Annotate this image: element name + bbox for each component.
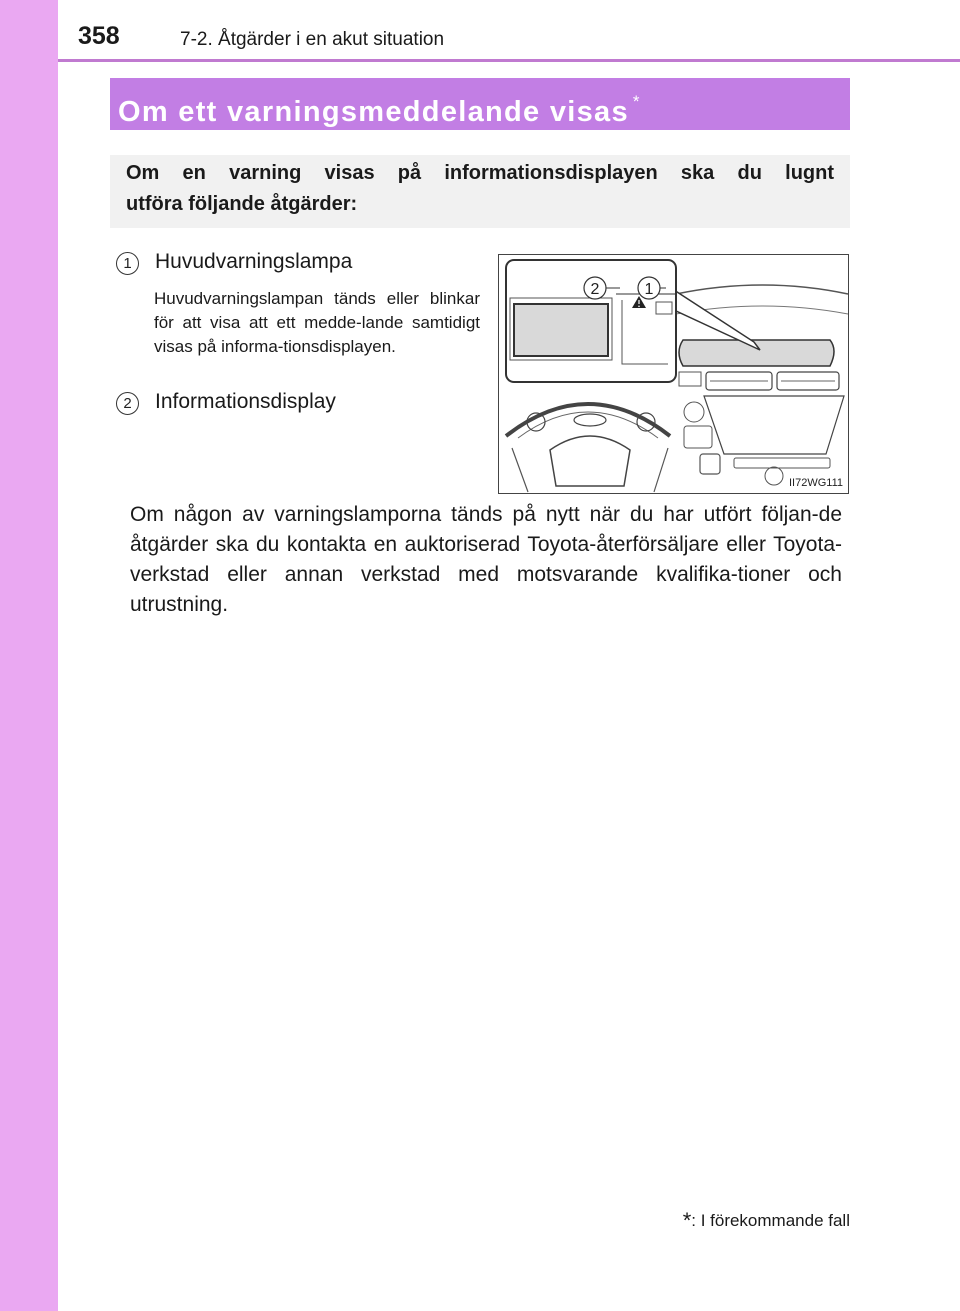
callout-2-label: 2: [590, 281, 600, 298]
intro-line-2: utföra följande åtgärder:: [126, 193, 358, 215]
intro-box: [110, 155, 850, 228]
section-title: Om ett varningsmeddelande visas: [118, 96, 629, 128]
section-title-bar: [110, 78, 850, 130]
page-header: [58, 0, 960, 60]
intro-line-1: Om en varning visas på informationsdisplayen ska du lugnt: [126, 162, 834, 184]
item-number-badge: 1: [116, 252, 139, 275]
page-side-tab: [0, 0, 58, 1311]
item-description: Huvudvarningslampan tänds eller blinkar för att visa att ett medde-lande samtidigt visas på informa-tionsdisplayen.: [154, 289, 480, 356]
callout-1-label: 1: [644, 281, 654, 298]
body-paragraph: Om någon av varningslamporna tänds på nytt när du har utfört följan-de åtgärder ska du kontakta en auktoriserad Toyota-återförsäljare eller Toyota-verkstad eller annan verkstad med motsvarande kvalifika-tioner och utrustning.: [130, 503, 842, 616]
footnote-text: : I förekommande fall: [691, 1211, 850, 1230]
dashboard-illustration: [498, 254, 849, 494]
page-number: 358: [78, 22, 120, 50]
header-divider: [58, 59, 960, 62]
item-title: Huvudvarningslampa: [155, 250, 353, 273]
figure-code: II72WG111: [788, 477, 844, 489]
footnote-asterisk: *: [682, 1208, 692, 1233]
item-number-badge: 2: [116, 392, 139, 415]
footnote: [683, 1208, 850, 1234]
item-title: Informationsdisplay: [155, 390, 336, 413]
chapter-heading: 7-2. Åtgärder i en akut situation: [180, 29, 445, 50]
title-asterisk: *: [632, 92, 641, 111]
